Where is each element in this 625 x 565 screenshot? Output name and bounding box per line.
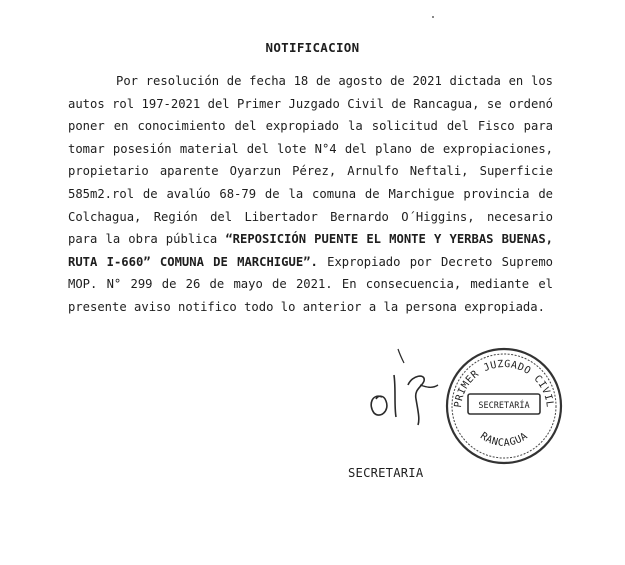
scan-speck bbox=[432, 16, 434, 18]
project-name: “REPOSICIÓN PUENTE EL MONTE Y YERBAS BUENAS, RUTA I-660” COMUNA DE MARCHIGUE”. bbox=[68, 232, 554, 269]
stamp-center-text: SECRETARÍA bbox=[478, 401, 530, 411]
handwritten-signature bbox=[360, 345, 455, 430]
stamp-top-text: PRIMER JUZGADO CIVIL bbox=[452, 358, 556, 409]
body-text-part1: Por resolución de fecha 18 de agosto de 2021 dictada en los autos rol 197-2021 del Primer Juzgado Civil de Rancagua, se ordenó poner en conocimiento del expropiado la solicitud del Fisco para tomar posesión material del lote N°4 del plano de expropiaciones, propietario aparente Oyarzun Pérez, Arnulfo Neftali, Superficie 585m2.rol de avalúo 68-79 de la comuna de Marchigue provincia de Colchagua, Región del Libertador Bernardo O´Higgins, necesario para la obra pública bbox=[68, 74, 553, 247]
court-seal-stamp bbox=[444, 346, 564, 466]
notification-body bbox=[68, 70, 553, 319]
stamp-bottom-text: RANCAGUA bbox=[478, 430, 530, 449]
body-text-part2: Expropiado por Decreto Supremo MOP. N° 299 de 26 de mayo de 2021. En consecuencia, mediante el presente aviso notifico todo lo anterior a la persona expropiada. bbox=[68, 254, 554, 314]
document-title: NOTIFICACION bbox=[265, 40, 360, 55]
svg-text:RANCAGUA bbox=[478, 431, 530, 449]
signatory-label: SECRETARIA bbox=[348, 466, 424, 480]
